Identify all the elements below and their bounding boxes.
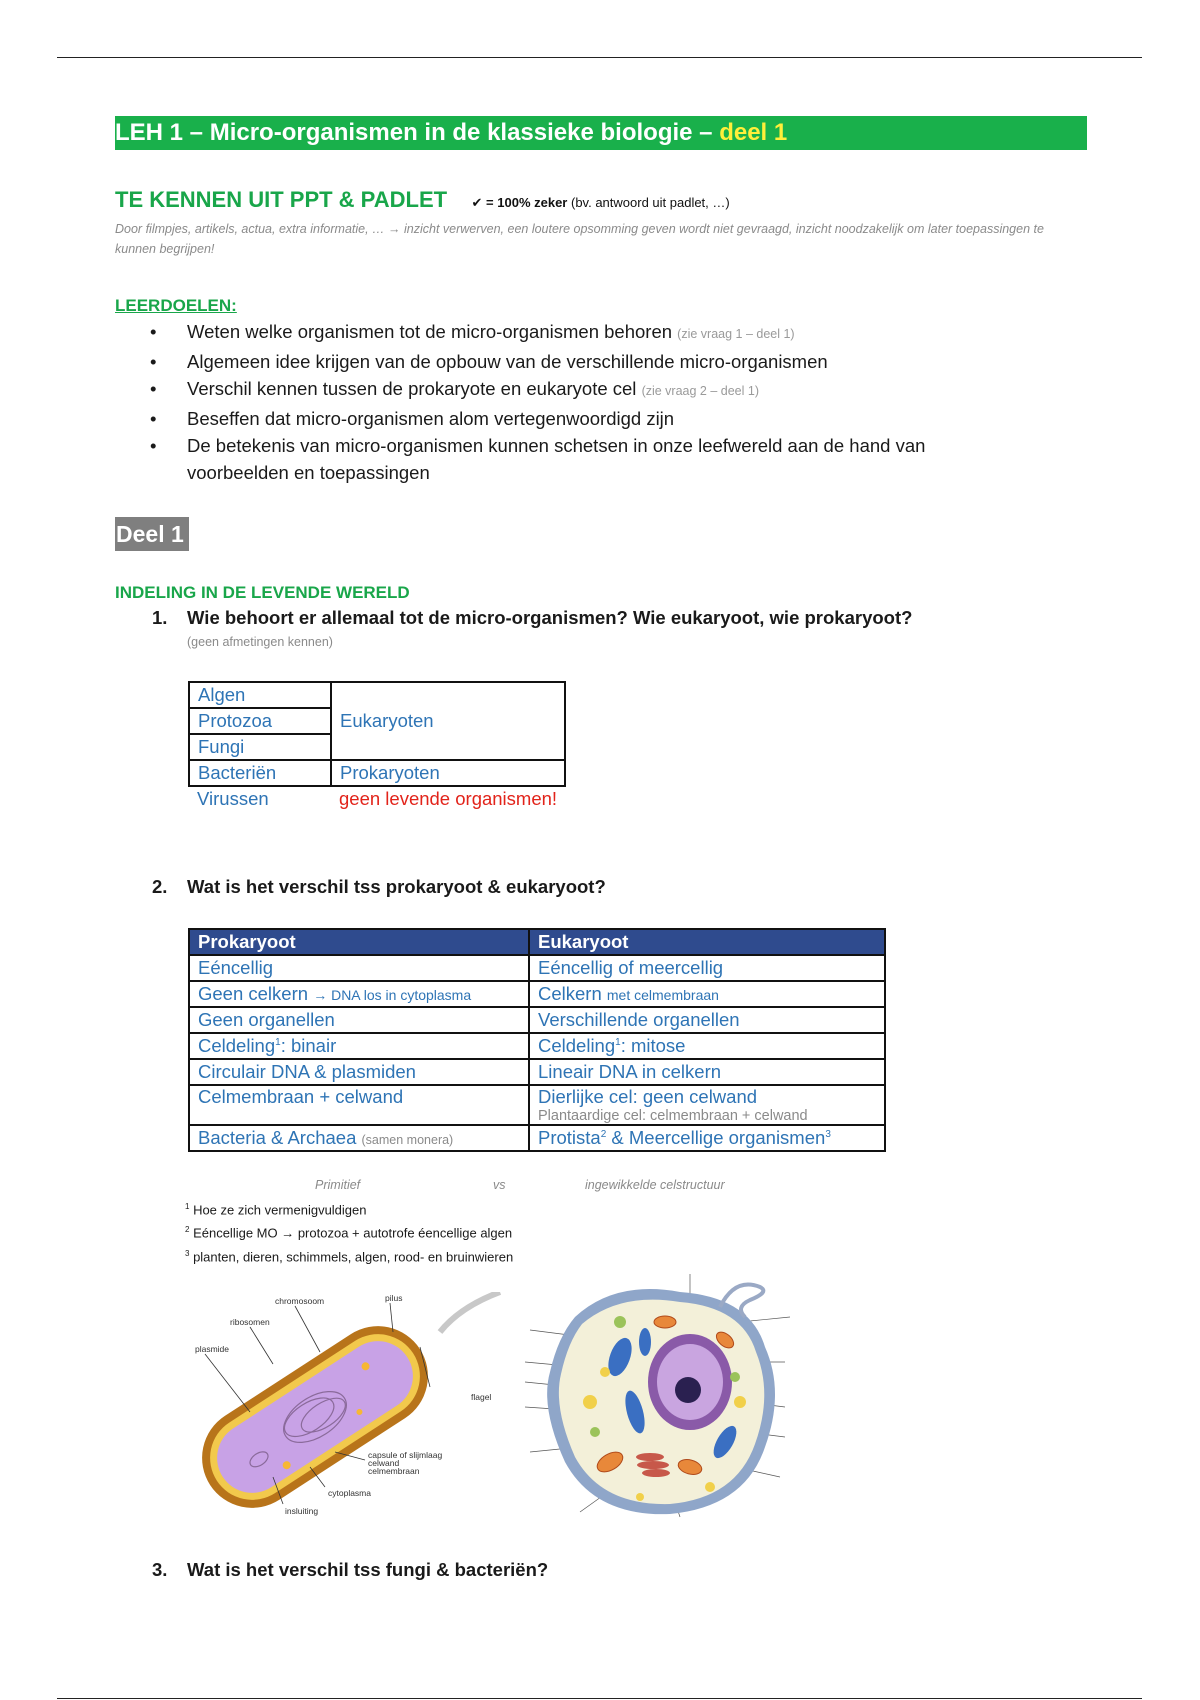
leerdoelen-list: [150, 318, 1030, 486]
footnote-mark: 1: [185, 1202, 190, 1211]
footnote-mark: 1: [275, 1036, 281, 1048]
footnote-mark: 3: [825, 1128, 831, 1140]
cell-text: : binair: [280, 1035, 337, 1056]
footnote-mark: 1: [615, 1036, 621, 1048]
table-cell: Bacteriën: [189, 760, 331, 786]
question-number: 1.: [152, 607, 168, 628]
label-capsule: capsule of slijmlaag: [368, 1450, 443, 1460]
table-cell: Celmembraan + celwand: [189, 1085, 529, 1125]
label-celmembraan: celmembraan: [368, 1466, 420, 1476]
question-text: Wat is het verschil tss prokaryoot & eukaryoot?: [187, 876, 606, 897]
bacterium-illustration: [185, 1292, 505, 1522]
nucleolus-shape: [675, 1377, 701, 1403]
footnote-text: Hoe ze zich vermenigvuldigen: [189, 1202, 367, 1218]
under-label-left: Primitief: [315, 1178, 361, 1192]
question-1: [152, 607, 912, 629]
goal-text: De betekenis van micro-organismen kunnen schetsen in onze leefwereld aan de hand van voorbeelden en toepassingen: [187, 435, 926, 483]
table-cell: Verschillende organellen: [529, 1007, 885, 1033]
table-cell: Lineair DNA in celkern: [529, 1059, 885, 1085]
intro-note: Door filmpjes, artikels, actua, extra informatie, … → inzicht verwerven, een loutere opsomming geven wordt niet gevraagd, inzicht noodzakelijk om later toepassingen te kunnen begrijpen!: [115, 222, 1044, 256]
table-header-row: [189, 929, 885, 955]
cell-text: Dierlijke cel: geen celwand: [538, 1086, 758, 1107]
table-row: [189, 981, 885, 1007]
table-row: [189, 955, 885, 981]
prokaryoten-cell: Prokaryoten: [331, 760, 565, 786]
question-number: 2.: [152, 876, 168, 897]
kennen-rest: (bv. antwoord uit padlet, …): [571, 195, 730, 210]
question-1-note: (geen afmetingen kennen): [187, 635, 333, 649]
table-cell: [529, 1125, 885, 1151]
cell-text: Celdeling: [198, 1035, 276, 1056]
cell-text: Protista: [538, 1127, 601, 1148]
table-row: [189, 682, 565, 708]
comparison-table: [188, 928, 886, 1152]
list-item: [150, 318, 1030, 348]
header-cell: Eukaryoot: [529, 929, 885, 955]
cell-text: Bacteria & Archaea: [198, 1127, 362, 1148]
goal-text: Beseffen dat micro-organismen alom vertegenwoordigd zijn: [187, 408, 675, 429]
eukaryotic-cell-illustration: [520, 1262, 850, 1532]
footnote-text: Eéncellige MO → protozoa + autotrofe éencellige algen: [189, 1225, 513, 1241]
table-cell: [189, 1033, 529, 1059]
table-cell: [529, 981, 885, 1007]
footnote: [185, 1197, 513, 1220]
flagellum-shape: [440, 1292, 500, 1332]
table-cell: Eéncellig: [189, 955, 529, 981]
top-rule: [57, 57, 1142, 58]
table-row: [189, 1033, 885, 1059]
table-row: [189, 760, 565, 786]
virus-cell: Virussen: [197, 788, 269, 809]
header-cell: Prokaryoot: [189, 929, 529, 955]
goal-text: Verschil kennen tussen de prokaryote en eukaryote cel: [187, 378, 637, 399]
under-label-mid: vs: [493, 1178, 506, 1192]
leerdoelen-heading: LEERDOELEN:: [115, 296, 237, 315]
label-flagel: flagel: [471, 1392, 492, 1402]
table-cell: Fungi: [189, 734, 331, 760]
cell-text: Geen celkern: [198, 983, 314, 1004]
table-row: [189, 1007, 885, 1033]
bullet-icon: •: [150, 321, 157, 342]
bullet-icon: •: [150, 408, 157, 429]
cell-text: & Meercellige organismen: [606, 1127, 826, 1148]
footnote: [185, 1220, 513, 1243]
bacterium-body: [185, 1307, 447, 1522]
table-cell: Eéncellig of meercellig: [529, 955, 885, 981]
question-text: Wie behoort er allemaal tot de micro-organismen? Wie eukaryoot, wie prokaryoot?: [187, 607, 913, 628]
table-cell: Geen organellen: [189, 1007, 529, 1033]
cell-small: → DNA los in cytoplasma: [313, 987, 472, 1003]
page-title: [115, 116, 1087, 150]
title-main: LEH 1 – Micro-organismen in de klassieke biologie –: [115, 119, 720, 146]
footnote-mark: 2: [185, 1225, 190, 1235]
footnote: [185, 1244, 513, 1267]
table-cell: Circulair DNA & plasmiden: [189, 1059, 529, 1085]
bullet-icon: •: [150, 435, 157, 456]
cell-small: met celmembraan: [606, 987, 719, 1003]
label-plasmide: plasmide: [195, 1344, 230, 1354]
kennen-strong: = 100% zeker: [486, 195, 568, 210]
table-row: [189, 1125, 885, 1151]
goal-ref: (zie vraag 2 – deel 1): [641, 384, 759, 398]
label-insluiting: insluiting: [285, 1506, 319, 1516]
goal-text: Weten welke organismen tot de micro-organismen behoren: [187, 321, 673, 342]
footnotes: [185, 1197, 513, 1267]
table-cell: [529, 1085, 885, 1125]
table-cell: [189, 981, 529, 1007]
table-cell: [529, 1033, 885, 1059]
under-label-right: ingewikkelde celstructuur: [585, 1178, 725, 1192]
table-row: [189, 1059, 885, 1085]
list-item: [150, 375, 1030, 405]
footnote-text: planten, dieren, schimmels, algen, rood- en bruinwieren: [189, 1248, 514, 1264]
title-deel: deel 1: [719, 119, 788, 146]
deel-label: Deel 1: [115, 517, 189, 551]
table-row: [189, 786, 565, 811]
question-2: [152, 876, 606, 898]
goal-ref: (zie vraag 1 – deel 1): [677, 327, 795, 341]
table-cell: [189, 1125, 529, 1151]
kennen-title: TE KENNEN UIT PPT & PADLET: [115, 187, 448, 212]
eukaryoten-cell: Eukaryoten: [331, 682, 565, 760]
cell-small: (samen monera): [361, 1133, 454, 1147]
label-chromosoom: chromosoom: [275, 1296, 325, 1306]
table-row: [189, 1085, 885, 1125]
cell-text: Celdeling: [538, 1035, 616, 1056]
label-celwand: celwand: [368, 1458, 400, 1468]
cell-text: Celkern: [538, 983, 607, 1004]
list-item: [150, 432, 1030, 486]
question-text: Wat is het verschil tss fungi & bacteriën?: [187, 1559, 549, 1580]
kennen-legend: [472, 195, 730, 210]
organism-table: [188, 681, 566, 811]
table-cell: Algen: [189, 682, 331, 708]
virus-note: geen levende organismen!: [339, 788, 558, 809]
bullet-icon: •: [150, 351, 157, 372]
table-cell: Protozoa: [189, 708, 331, 734]
list-item: [150, 405, 1030, 432]
label-cytoplasma: cytoplasma: [328, 1488, 371, 1498]
cell-grey: Plantaardige cel: celmembraan + celwand: [538, 1108, 808, 1124]
section-heading: INDELING IN DE LEVENDE WERELD: [115, 583, 410, 602]
question-3: [152, 1559, 548, 1581]
check-icon: ✔: [471, 195, 483, 210]
footnote-mark: 2: [600, 1128, 607, 1140]
question-number: 3.: [152, 1559, 168, 1580]
label-ribosomen: ribosomen: [230, 1317, 270, 1327]
bullet-icon: •: [150, 378, 157, 399]
goal-text: Algemeen idee krijgen van de opbouw van de verschillende micro-organismen: [187, 351, 828, 372]
bottom-rule: [57, 1698, 1142, 1699]
list-item: [150, 348, 1030, 375]
kennen-heading: [115, 187, 730, 213]
cell-text: : mitose: [620, 1035, 686, 1056]
label-pilus: pilus: [385, 1293, 403, 1303]
footnote-mark: 3: [185, 1248, 190, 1258]
